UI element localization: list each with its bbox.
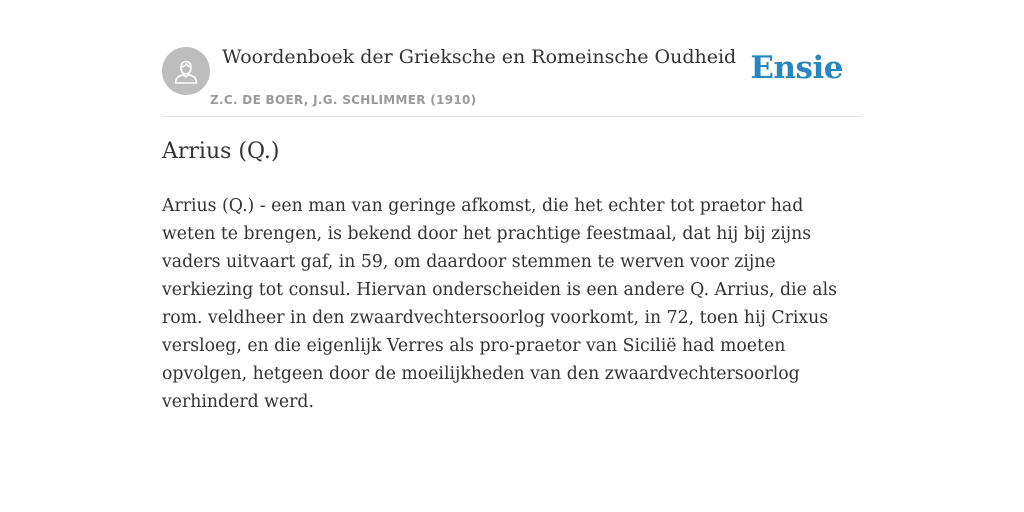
- entry-text: Arrius (Q.) - een man van geringe afkomst, die het echter tot praetor had weten te brengen, is bekend door het prachtige feestmaal, dat hij bij zijns vaders uitvaart gaf, in 59, om daardoor stemmen te werven voor zijne verkiezing tot consul. Hiervan onderscheiden is een andere Q. Arrius, die als rom. veldheer in den zwaardvechtersoorlog voorkomt, in 72, toen hij Crixus versloeg, en die eigenlijk Verres als pro-praetor van Sicilië had moeten opvolgen, hetgeen door de moeilijkheden van den zwaardvechtersoorlog verhinderd werd.: [162, 196, 837, 412]
- header: [162, 40, 862, 117]
- book-title[interactable]: Woordenboek der Grieksche en Romeinsche Oudheid: [222, 46, 737, 68]
- book-authors: Z.C. DE BOER, J.G. SCHLIMMER (1910): [210, 93, 477, 107]
- user-silhouette-icon: [172, 57, 200, 85]
- ensie-logo[interactable]: Ensie: [750, 50, 843, 86]
- author-avatar[interactable]: [162, 47, 210, 95]
- entry-title: Arrius (Q.): [162, 139, 280, 164]
